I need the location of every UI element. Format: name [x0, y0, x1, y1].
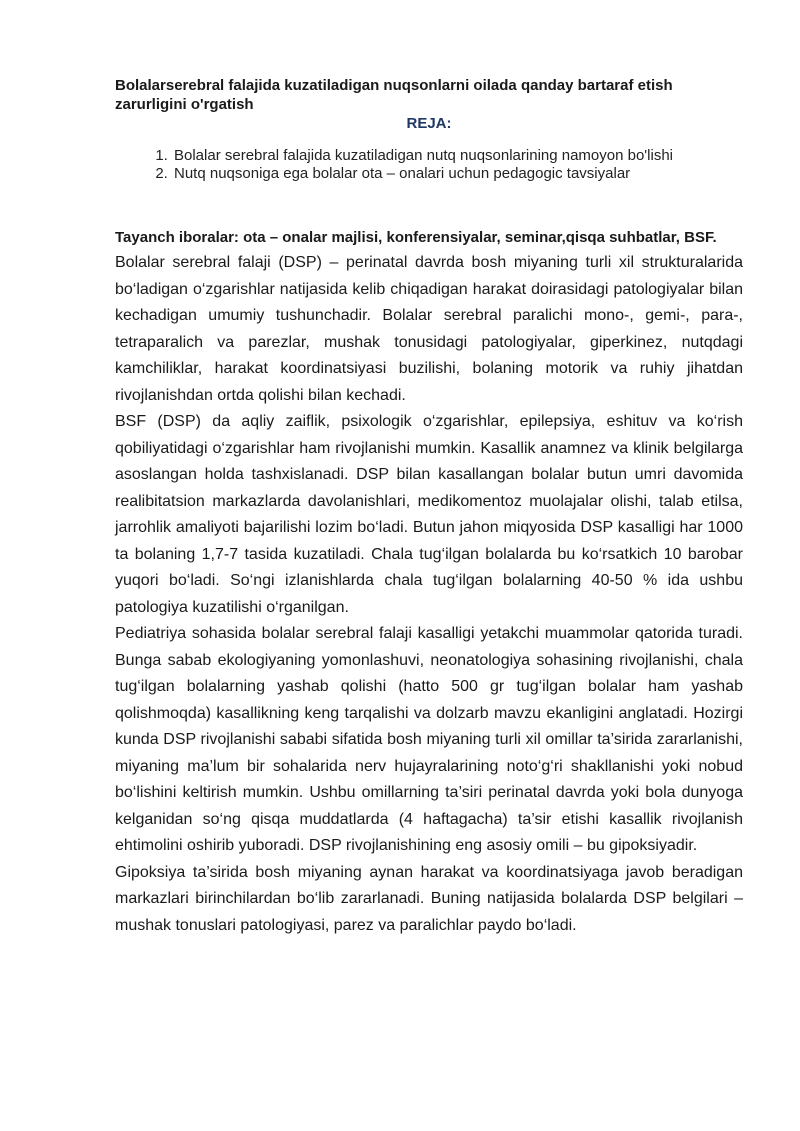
- plan-heading: REJA:: [406, 115, 452, 132]
- body-paragraph: Pediatriya sohasida bolalar serebral falaji kasalligi yetakchi muammolar qatorida turadi. Bunga sabab ekologiyaning yomonlashuvi, neonatologiya sohasining rivojlanishi, chala tug‘ilgan bolalarning yashab qolishi (hatto 500 gr tug‘ilgan bolalar ham yashab qolishmoqda) kasallikning keng tarqalishi va dolzarb mavzu ekanligini anglatadi. Hozirgi kunda DSP rivojlanishi sababi sifatida bosh miyaning turli xil omillar ta’sirida zararlanishi, miyaning ma’lum bir sohalarida nerv hujayralarining noto‘g‘ri shakllanishi yoki nobud bo‘lishini keltirish mumkin. Ushbu omillarning ta’siri perinatal davrda yoki bola dunyoga kelganidan so‘ng qisqa muddatlarda (4 haftagacha) ta’sir etishi kasallik rivojlanish ehtimolini oshirib yuboradi. DSP rivojlanishining eng asosiy omili – bu gipoksiyadir.: [115, 625, 743, 854]
- body-paragraph: Gipoksiya ta’sirida bosh miyaning aynan harakat va koordinatsiyaga javob beradigan markazlari birinchilardan bo‘lib zararlanadi. Buning natijasida bolalarda DSP belgilari – mushak tonuslari patologiyasi, parez va paralichlar paydo bo‘ladi.: [115, 863, 743, 934]
- plan-list: [115, 147, 743, 183]
- plan-item: 2. Nutq nuqsoniga ega bolalar ota – onalari uchun pedagogic tavsiyalar: [172, 165, 743, 183]
- body-paragraph: Bolalar serebral falaji (DSP) – perinatal davrda bosh miyaning turli xil strukturalarida bo‘ladigan o‘zgarishlar natijasida kelib chiqadigan harakat doirasidagi patologiyalar bilan kechadigan umumiy tushunchadir. Bolalar serebral paralichi mono-, gemi-, para-, tetraparalich va parezlar, mushak tonusidagi patologiyalar, giperkinez, nutqdagi kamchiliklar, harakat koordinatsiyasi buzilishi, bolaning motorik va ruhiy jihatdan rivojlanishdan ortda qolishi bilan kechadi.: [115, 254, 743, 404]
- keywords-paragraph: Tayanch iboralar: ota – onalar majlisi, konferensiyalar, seminar,qisqa suhbatlar, BSF.: [115, 229, 717, 246]
- body-paragraph: BSF (DSP) da aqliy zaiflik, psixologik o‘zgarishlar, epilepsiya, eshituv va ko‘rish qobiliyatidagi o‘zgarishlar ham rivojlanishi mumkin. Kasallik anamnez va klinik belgilarga asoslangan holda tashxislanadi. DSP bilan kasallangan bolalar butun umri davomida realibitatsion markazlarda davolanishlari, medikomentoz muolajalar olishi, talab etilsa, jarrohlik amaliyoti bajarilishi lozim bo‘ladi. Butun jahon miqyosida DSP kasalligi har 1000 ta bolaning 1,7-7 tasida kuzatiladi. Chala tug‘ilgan bolalarda bu ko‘rsatkich 10 barobar yuqori bo‘ladi. So‘ngi izlanishlarda chala tug‘ilgan bolalarning 40-50 % ida ushbu patologiya kuzatilishi o‘rganilgan.: [115, 413, 743, 616]
- plan-item: 1. Bolalar serebral falajida kuzatiladigan nutq nuqsonlarining namoyon bo'lishi: [172, 147, 743, 165]
- document-page: [115, 76, 743, 939]
- document-title: Bolalarserebral falajida kuzatiladigan nuqsonlarni oilada qanday bartaraf etish zarurligini o'rgatish: [115, 77, 673, 113]
